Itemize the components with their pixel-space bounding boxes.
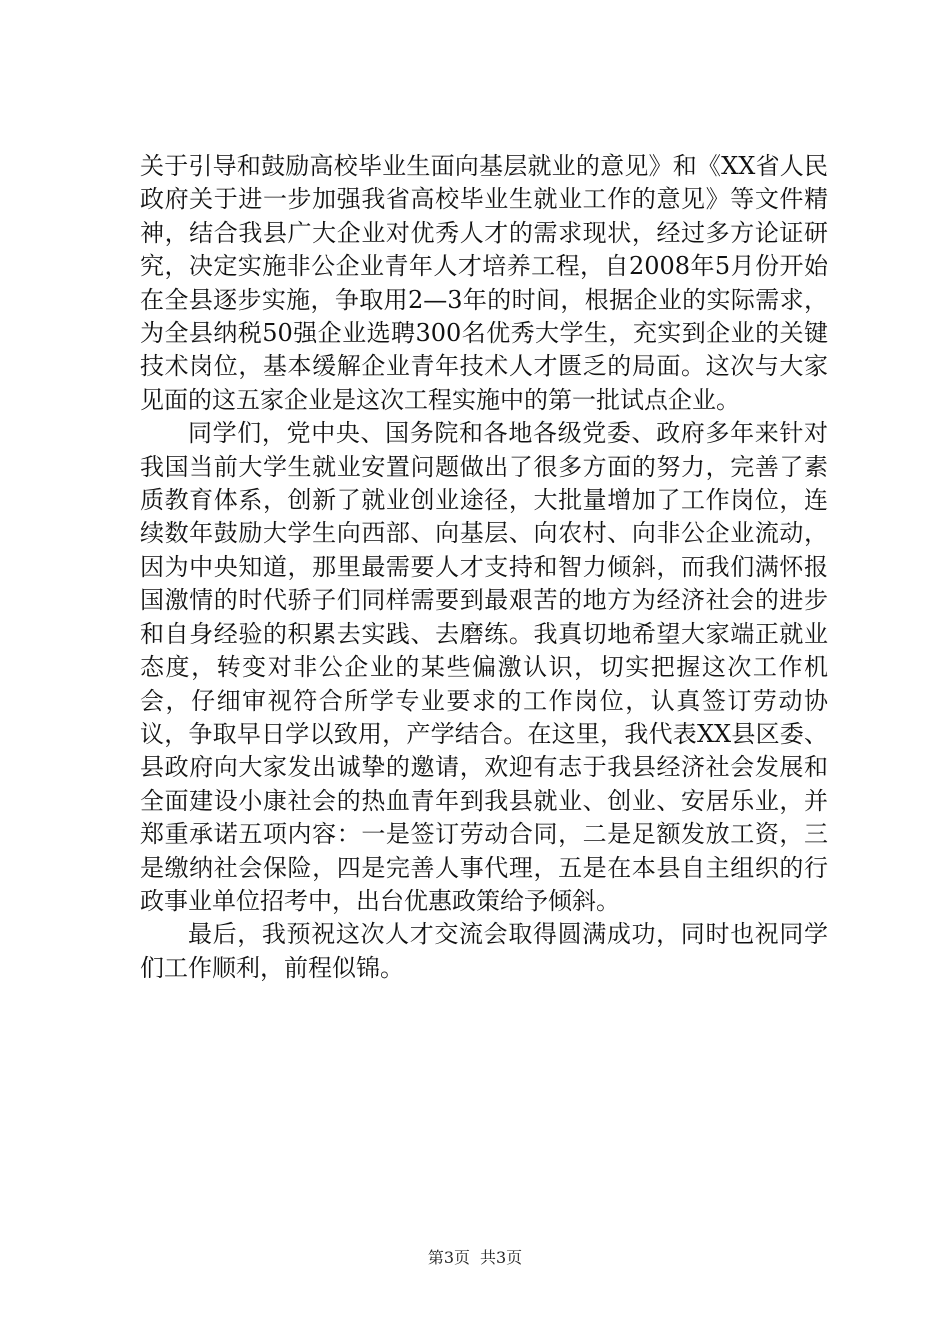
page-footer [0,1248,950,1268]
document-body [140,150,828,985]
paragraph-closing: 最后，我预祝这次人才交流会取得圆满成功，同时也祝同学们工作顺利，前程似锦。 [140,920,828,982]
page-number-current: 第3页 [427,1248,470,1267]
paragraph-students: 同学们，党中央、国务院和各地各级党委、政府多年来针对我国当前大学生就业安置问题做出了很多方面的努力，完善了素质教育体系，创新了就业创业途径，大批量增加了工作岗位，连续数年鼓励大学生向西部、向基层、向农村、向非公企业流动，因为中央知道，那里最需要人才支持和智力倾斜，而我们满怀报国激情的时代骄子们同样需要到最艰苦的地方为经济社会的进步和自身经验的积累去实践、去磨练。我真切地希望大家端正就业态度，转变对非公企业的某些偏激认识，切实把握这次工作机会，仔细审视符合所学专业要求的工作岗位，认真签订劳动协议，争取早日学以致用，产学结合。在这里，我代表XX县区委、县政府向大家发出诚挚的邀请，欢迎有志于我县经济社会发展和全面建设小康社会的热血青年到我县就业、创业、安居乐业，并郑重承诺五项内容：一是签订劳动合同，二是足额发放工资，三是缴纳社会保险，四是完善人事代理，五是在本县自主组织的行政事业单位招考中，出台优惠政策给予倾斜。 [140,419,828,915]
paragraph-continuation: 关于引导和鼓励高校毕业生面向基层就业的意见》和《XX省人民政府关于进一步加强我省高校毕业生就业工作的意见》等文件精神，结合我县广大企业对优秀人才的需求现状，经过多方论证研究，决定实施非公企业青年人才培养工程，自2008年5月份开始在全县逐步实施，争取用2—3年的时间，根据企业的实际需求，为全县纳税50强企业选聘300名优秀大学生，充实到企业的关键技术岗位，基本缓解企业青年技术人才匮乏的局面。这次与大家见面的这五家企业是这次工程实施中的第一批试点企业。 [140,152,828,414]
page-number-total: 共3页 [480,1248,523,1267]
